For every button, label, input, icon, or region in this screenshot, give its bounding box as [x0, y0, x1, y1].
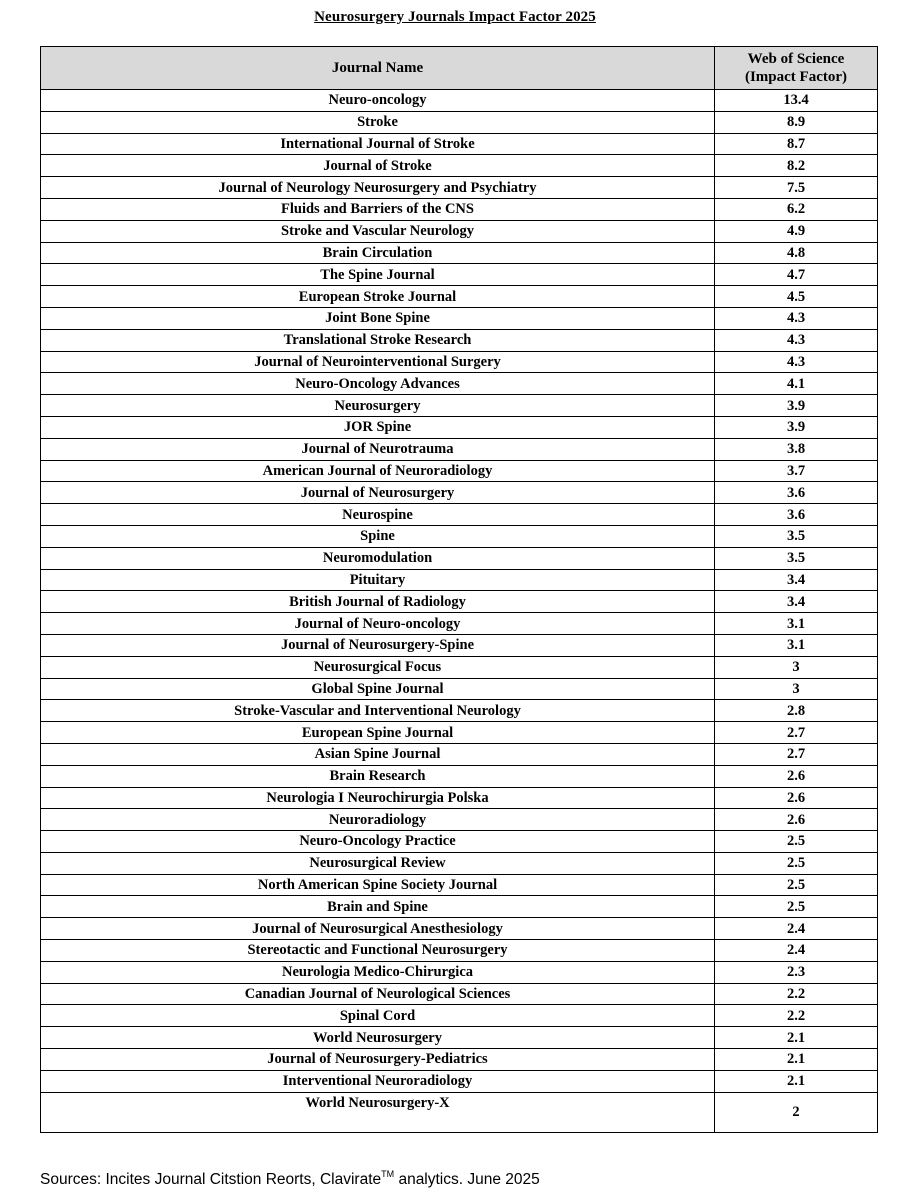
sources-footnote [40, 1169, 540, 1189]
impact-factor-cell: 2 [715, 1092, 878, 1132]
impact-factor-header-line1: Web of Science [747, 51, 845, 67]
impact-factor-cell: 8.7 [715, 133, 878, 155]
table-row [41, 809, 878, 831]
table-row [41, 504, 878, 526]
journal-name-cell: Spinal Cord [41, 1005, 715, 1027]
journal-name-cell: Pituitary [41, 569, 715, 591]
table-row [41, 591, 878, 613]
sources-suffix: analytics. June 2025 [394, 1171, 540, 1188]
table-row [41, 286, 878, 308]
impact-factor-cell: 3.8 [715, 438, 878, 460]
impact-factor-cell: 2.5 [715, 896, 878, 918]
table-body [41, 90, 878, 1133]
impact-factor-cell: 2.4 [715, 918, 878, 940]
journal-name-cell: Journal of Neurosurgery-Spine [41, 634, 715, 656]
impact-factor-cell: 4.3 [715, 351, 878, 373]
journal-name-cell: Brain Research [41, 765, 715, 787]
table-header-row [41, 47, 878, 90]
journal-name-cell: Canadian Journal of Neurological Sciences [41, 983, 715, 1005]
table-row [41, 722, 878, 744]
table-row [41, 831, 878, 853]
table-row [41, 1049, 878, 1071]
journal-name-cell: Journal of Neurosurgical Anesthesiology [41, 918, 715, 940]
journal-name-cell: Neuroradiology [41, 809, 715, 831]
document-title: Neurosurgery Journals Impact Factor 2025 [314, 9, 596, 25]
journal-name-cell: Neurosurgery [41, 395, 715, 417]
journal-name-cell: Stereotactic and Functional Neurosurgery [41, 940, 715, 962]
table-row [41, 940, 878, 962]
journal-name-cell: Spine [41, 525, 715, 547]
impact-factor-cell: 3.6 [715, 504, 878, 526]
table-row [41, 613, 878, 635]
impact-factor-cell: 3.1 [715, 613, 878, 635]
table-row [41, 395, 878, 417]
table-row [41, 155, 878, 177]
journal-name-cell: Neuro-Oncology Practice [41, 831, 715, 853]
journal-name-cell: Neurologia I Neurochirurgia Polska [41, 787, 715, 809]
table-row [41, 177, 878, 199]
journal-name-cell: Stroke [41, 111, 715, 133]
impact-factor-cell: 3.5 [715, 547, 878, 569]
impact-factor-cell: 8.2 [715, 155, 878, 177]
journal-name-cell: The Spine Journal [41, 264, 715, 286]
impact-factor-cell: 3.7 [715, 460, 878, 482]
impact-factor-cell: 3.9 [715, 395, 878, 417]
impact-factor-cell: 2.1 [715, 1070, 878, 1092]
table-row [41, 482, 878, 504]
impact-factor-cell: 8.9 [715, 111, 878, 133]
impact-factor-cell: 2.7 [715, 722, 878, 744]
table-row [41, 1005, 878, 1027]
impact-factor-cell: 3 [715, 656, 878, 678]
table-row [41, 896, 878, 918]
table-row [41, 111, 878, 133]
impact-factor-cell: 2.7 [715, 743, 878, 765]
journal-name-cell: Journal of Neurosurgery [41, 482, 715, 504]
journal-name-cell: Stroke and Vascular Neurology [41, 220, 715, 242]
table-row [41, 656, 878, 678]
table-row [41, 743, 878, 765]
table-row [41, 242, 878, 264]
impact-factor-cell: 4.5 [715, 286, 878, 308]
journal-name-cell: Neurospine [41, 504, 715, 526]
journal-name-cell: World Neurosurgery [41, 1027, 715, 1049]
impact-factor-cell: 2.3 [715, 961, 878, 983]
table-row [41, 874, 878, 896]
journal-name-cell: Neurologia Medico-Chirurgica [41, 961, 715, 983]
impact-factor-header [715, 47, 878, 90]
journal-name-cell: Journal of Neurology Neurosurgery and Psychiatry [41, 177, 715, 199]
journal-name-cell: Brain and Spine [41, 896, 715, 918]
table-row [41, 90, 878, 112]
table-row [41, 765, 878, 787]
impact-factor-cell: 2.2 [715, 983, 878, 1005]
table-row [41, 983, 878, 1005]
impact-factor-cell: 2.5 [715, 831, 878, 853]
table-row [41, 373, 878, 395]
impact-factor-cell: 2.8 [715, 700, 878, 722]
journal-name-cell: Interventional Neuroradiology [41, 1070, 715, 1092]
impact-factor-cell: 7.5 [715, 177, 878, 199]
table-row [41, 438, 878, 460]
journal-name-cell: Brain Circulation [41, 242, 715, 264]
impact-factor-cell: 2.6 [715, 765, 878, 787]
table-row [41, 678, 878, 700]
impact-factor-cell: 3.6 [715, 482, 878, 504]
table-row [41, 634, 878, 656]
impact-factor-cell: 2.6 [715, 809, 878, 831]
impact-factor-cell: 4.9 [715, 220, 878, 242]
journal-name-cell: Neurosurgical Focus [41, 656, 715, 678]
impact-factor-cell: 4.8 [715, 242, 878, 264]
sources-text: Sources: Incites Journal Citstion Reorts, Clavirate [40, 1171, 382, 1188]
journal-name-cell: Neurosurgical Review [41, 852, 715, 874]
impact-factor-cell: 2.5 [715, 874, 878, 896]
journal-name-cell: American Journal of Neuroradiology [41, 460, 715, 482]
impact-factor-cell: 4.3 [715, 307, 878, 329]
journal-name-header: Journal Name [41, 47, 715, 90]
journal-name-cell: British Journal of Radiology [41, 591, 715, 613]
impact-factor-cell: 3.9 [715, 416, 878, 438]
table-row [41, 351, 878, 373]
table-row [41, 307, 878, 329]
table-row [41, 416, 878, 438]
table-row [41, 961, 878, 983]
journal-name-cell: Joint Bone Spine [41, 307, 715, 329]
journal-name-cell: North American Spine Society Journal [41, 874, 715, 896]
table-row [41, 787, 878, 809]
table-row [41, 700, 878, 722]
journal-name-cell: Asian Spine Journal [41, 743, 715, 765]
journal-name-cell: Translational Stroke Research [41, 329, 715, 351]
impact-factor-cell: 3.4 [715, 569, 878, 591]
journal-name-cell: Journal of Neurotrauma [41, 438, 715, 460]
journal-name-cell: Stroke-Vascular and Interventional Neurology [41, 700, 715, 722]
table-row [41, 460, 878, 482]
impact-factor-cell: 4.3 [715, 329, 878, 351]
trademark-mark: TM [381, 1169, 395, 1179]
journal-name-cell: Fluids and Barriers of the CNS [41, 198, 715, 220]
table-row [41, 220, 878, 242]
journal-name-cell: European Spine Journal [41, 722, 715, 744]
table-row [41, 329, 878, 351]
table-row [41, 569, 878, 591]
journal-name-cell: World Neurosurgery-X [41, 1092, 715, 1132]
table-row [41, 547, 878, 569]
journal-name-cell: Journal of Neurosurgery-Pediatrics [41, 1049, 715, 1071]
impact-factor-cell: 2.1 [715, 1049, 878, 1071]
journal-name-cell: Journal of Neuro-oncology [41, 613, 715, 635]
table-row [41, 918, 878, 940]
impact-factor-cell: 13.4 [715, 90, 878, 112]
impact-factor-table [40, 46, 878, 1133]
journal-name-cell: Neuro-Oncology Advances [41, 373, 715, 395]
impact-factor-cell: 2.2 [715, 1005, 878, 1027]
impact-factor-cell: 6.2 [715, 198, 878, 220]
journal-name-cell: Global Spine Journal [41, 678, 715, 700]
impact-factor-cell: 4.7 [715, 264, 878, 286]
journal-name-cell: Journal of Stroke [41, 155, 715, 177]
impact-factor-cell: 2.5 [715, 852, 878, 874]
journal-name-cell: European Stroke Journal [41, 286, 715, 308]
table-row [41, 852, 878, 874]
table-row [41, 1027, 878, 1049]
impact-factor-cell: 3 [715, 678, 878, 700]
table-row [41, 198, 878, 220]
impact-factor-header-line2: (Impact Factor) [744, 69, 848, 85]
table-row [41, 133, 878, 155]
impact-factor-cell: 3.1 [715, 634, 878, 656]
impact-factor-cell: 4.1 [715, 373, 878, 395]
table-row [41, 1070, 878, 1092]
journal-name-cell: Neuromodulation [41, 547, 715, 569]
table-row [41, 525, 878, 547]
journal-name-cell: Journal of Neurointerventional Surgery [41, 351, 715, 373]
table-row [41, 1092, 878, 1132]
journal-name-cell: JOR Spine [41, 416, 715, 438]
impact-factor-cell: 2.4 [715, 940, 878, 962]
impact-factor-cell: 3.5 [715, 525, 878, 547]
impact-factor-cell: 2.1 [715, 1027, 878, 1049]
journal-name-cell: Neuro-oncology [41, 90, 715, 112]
table-row [41, 264, 878, 286]
journal-name-cell: International Journal of Stroke [41, 133, 715, 155]
impact-factor-cell: 3.4 [715, 591, 878, 613]
impact-factor-cell: 2.6 [715, 787, 878, 809]
